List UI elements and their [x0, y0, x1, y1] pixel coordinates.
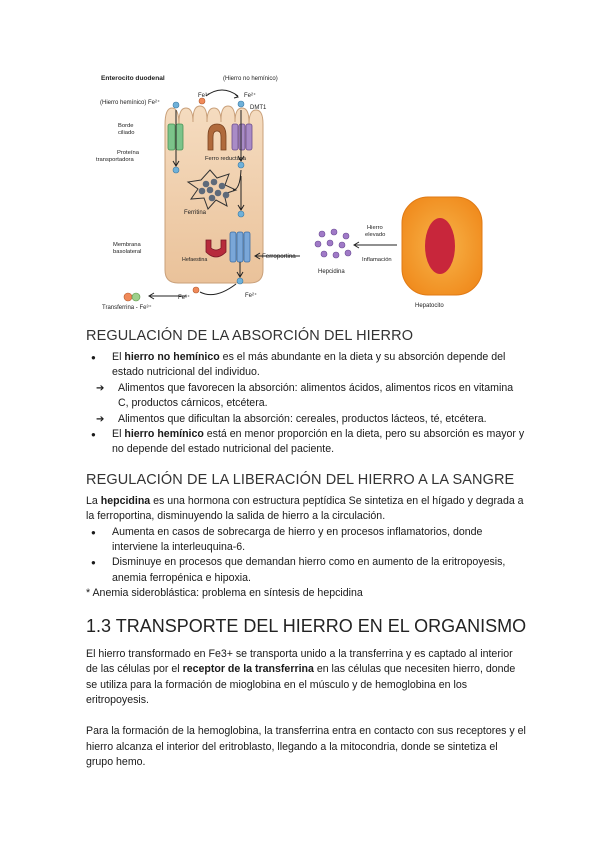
label-ferro-reductasa: Ferro reductasa	[205, 156, 246, 162]
dmt1-transporter-icon	[232, 124, 252, 150]
transferrin-icon	[124, 293, 140, 301]
ferroportin-icon	[230, 232, 250, 262]
absorcion-list	[86, 350, 526, 381]
list-item: ➔ Alimentos que favorecen la absorción: alimentos ácidos, alimentos ricos en vitamina C, productos cárnicos, etcétera.	[86, 381, 526, 412]
text-run: es el más abundante en la dieta y su absorción depende del estado nutricional del individuo.	[112, 351, 506, 379]
text-run: El	[112, 351, 125, 363]
bold-term: hepcidina	[100, 494, 151, 507]
alimentos-list	[86, 381, 526, 427]
iron-absorption-figure	[0, 0, 600, 320]
paragraph-transferrina	[86, 647, 526, 709]
bold-term: hierro hemínico	[124, 428, 204, 441]
section-title-transporte: 1.3 TRANSPORTE DEL HIERRO EN EL ORGANISMO	[86, 615, 527, 636]
list-item	[86, 350, 526, 381]
label-hierro-elevado-1: Hierro	[367, 225, 383, 231]
label-ferroportina: Ferroportina	[262, 253, 296, 260]
text-run: La	[86, 494, 101, 507]
text-run: es una hormona con estructura peptídica Se sintetiza en el hígado y degrada a la ferroportina, disminuyendo la salida de hierro a la circulación.	[86, 494, 524, 523]
document-body	[86, 328, 526, 771]
label-ferritina: Ferritina	[184, 210, 207, 216]
text-run: en las células que necesiten hierro, donde se utiliza para la formación de mioglobina en el músculo y de hemoglobina en los eritropoyesis.	[86, 663, 516, 706]
hepcidina-list	[86, 525, 526, 587]
label-dmt1: DMT1	[250, 105, 267, 111]
paragraph-hepcidina	[86, 494, 526, 525]
label-fe2-bottom: Fe²⁺	[245, 293, 258, 299]
label-transferrina: Transferrina - Fe³⁺	[102, 305, 152, 311]
label-borde: Borde	[118, 123, 134, 129]
label-fe3-bottom: Fe³⁺	[178, 295, 191, 301]
label-transportadora: transportadora	[96, 157, 134, 163]
label-hierro-no-heminico: (Hierro no hemínico)	[223, 76, 278, 82]
label-basolateral: basolateral	[113, 249, 142, 255]
section-title-liberacion: REGULACIÓN DE LA LIBERACIÓN DEL HIERRO A LA SANGRE	[86, 471, 515, 488]
note-anemia: * Anemia sideroblástica: problema en síntesis de hepcidina	[86, 587, 363, 600]
hepcidin-icon	[315, 229, 351, 258]
list-item: ● Aumenta en casos de sobrecarga de hierro y en procesos inflamatorios, donde interviene la interleuquina-6.	[86, 525, 526, 556]
text-run: El hierro transformado en Fe3+ se transporta unido a la transferrina y es captado al interior de las células por el	[86, 647, 513, 676]
label-membrana: Membrana	[113, 242, 141, 248]
section-title-absorcion: REGULACIÓN DE LA ABSORCIÓN DEL HIERRO	[86, 328, 414, 344]
bold-term: hierro no hemínico	[124, 351, 220, 363]
text-run: El	[112, 428, 125, 441]
list-item	[86, 427, 526, 458]
label-inflamacion: Inflamación	[362, 257, 392, 263]
label-fe3-top: Fe³⁺	[198, 93, 211, 99]
text-run: está en menor proporción en la dieta, pero su absorción es mayor y no depende del estado nutricional del paciente.	[112, 428, 525, 456]
list-item: ● Disminuye en procesos que demandan hierro como en aumento de la eritropoyesis, anemia ferropénica e hipoxia.	[86, 555, 526, 586]
hepatocyte-icon	[402, 197, 482, 295]
label-hepatocito: Hepatocito	[415, 303, 444, 309]
label-enterocito: Enterocito duodenal	[101, 75, 165, 82]
label-hepcidina: Hepcidina	[318, 269, 345, 275]
bold-term: receptor de la transferrina	[182, 663, 314, 676]
label-hierro-heminico: (Hierro hemínico) Fe²⁺	[100, 100, 161, 106]
label-fe2-top: Fe²⁺	[244, 93, 257, 99]
label-hefaestina: Hefaestina	[182, 257, 208, 263]
label-ciliado: ciliado	[118, 130, 135, 136]
paragraph-hemoglobina: Para la formación de la hemoglobina, la transferrina entra en contacto con sus receptores y el hierro alcanza el interior del eritroblasto, llegando a la mitocondria, donde se sintetiza el grupo hemo.	[86, 725, 526, 769]
list-item: ➔ Alimentos que dificultan la absorción: cereales, productos lácteos, té, etcétera.	[86, 412, 526, 427]
absorcion-list-2	[86, 427, 526, 458]
label-proteina: Proteína	[117, 150, 139, 156]
label-hierro-elevado-2: elevado	[365, 232, 386, 238]
